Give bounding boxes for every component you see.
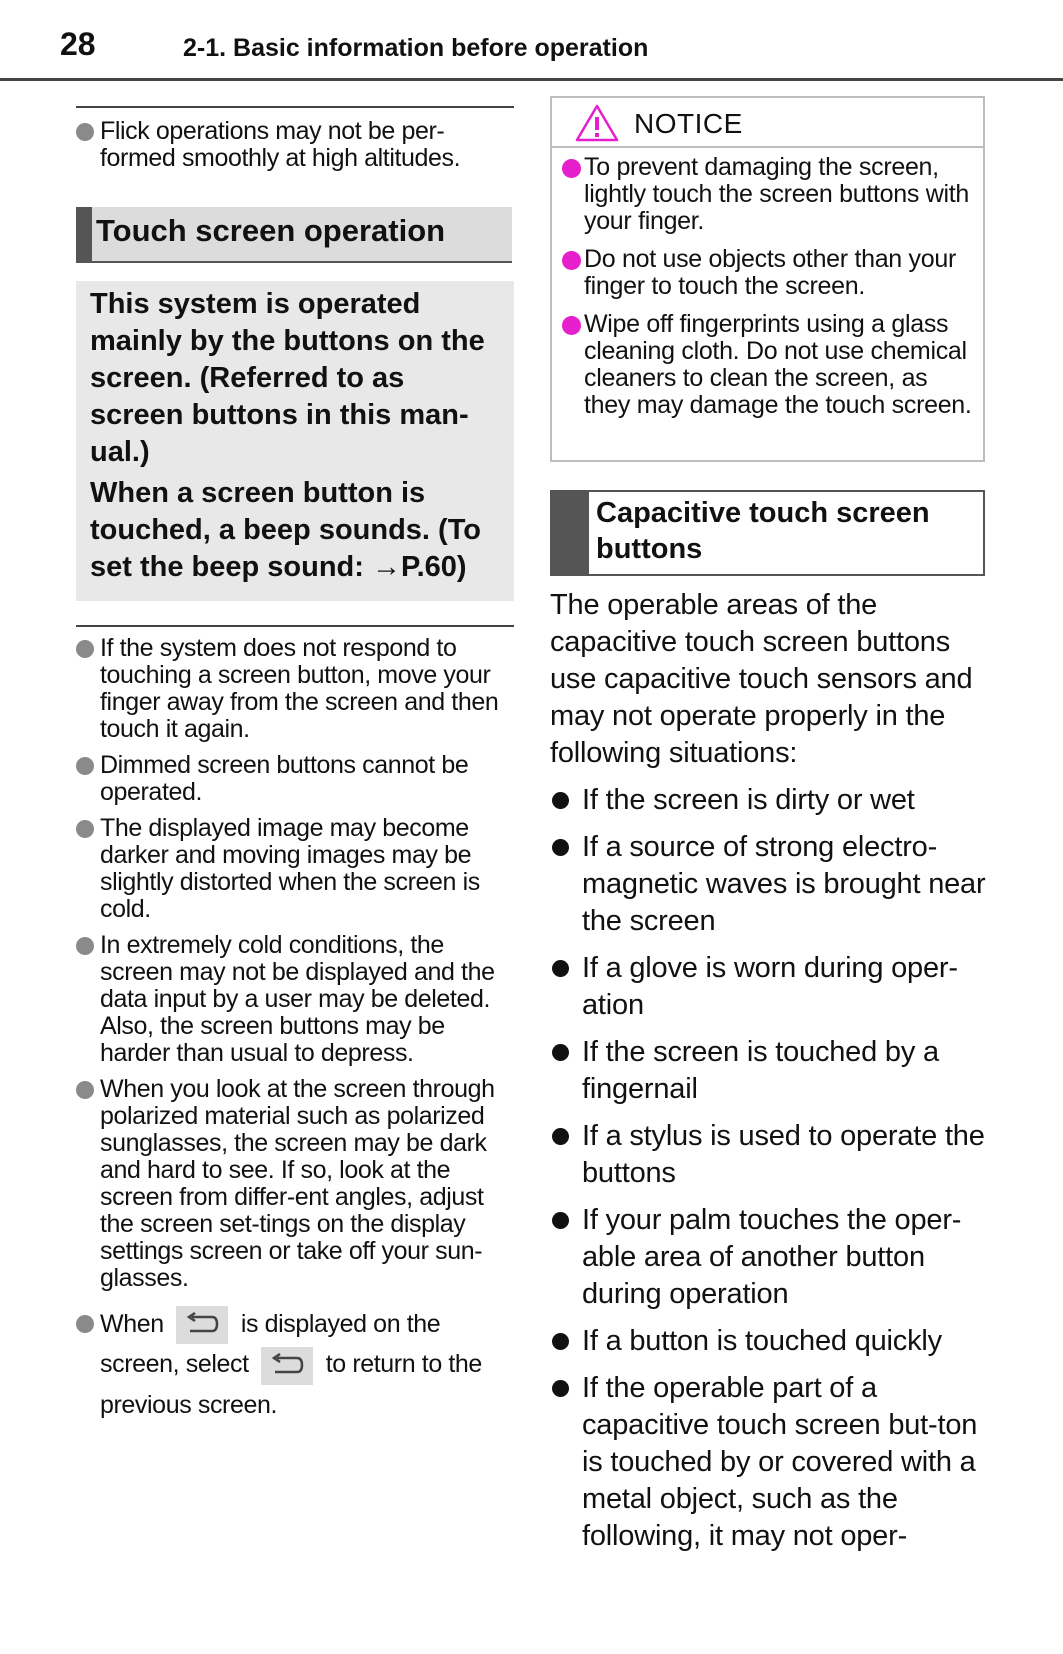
note-text: Dimmed screen buttons cannot be operated. xyxy=(100,751,469,806)
notice-header xyxy=(552,98,983,148)
back-arrow-icon xyxy=(261,1347,313,1385)
note-text: The displayed image may become darker and moving images may be slightly distorted when the screen is cold. xyxy=(100,814,480,923)
page-header xyxy=(0,0,1063,81)
list-item xyxy=(76,752,514,806)
list-item xyxy=(76,118,514,172)
bullet-icon xyxy=(552,1333,569,1350)
list-item xyxy=(550,1323,988,1360)
list-item xyxy=(76,635,514,743)
divider xyxy=(76,625,514,627)
heading-text: Capacitive touch screen buttons xyxy=(596,497,930,565)
note-text: If the system does not respond to touching a screen button, move your finger away from the screen and then touch it again. xyxy=(100,634,499,743)
bullet-icon xyxy=(552,792,569,809)
intro-paragraph-1: This system is operated mainly by the buttons on the screen. (Referred to as screen buttons in this man-ual.) xyxy=(90,288,485,468)
divider xyxy=(76,106,514,108)
note-text: When you look at the screen through polarized material such as polarized sunglasses, the screen may be dark and hard to see. If so, look at the screen from differ-ent angles, adjust the screen set-tings on the display settings screen or take off your sun-glasses. xyxy=(100,1075,495,1292)
situation-text: If your palm touches the oper-able area of another button during operation xyxy=(582,1204,962,1310)
situation-text: If the screen is dirty or wet xyxy=(582,784,915,816)
situation-text: If the operable part of a capacitive touch screen but-ton is touched by or covered with a metal object, such as the following, it may not oper- xyxy=(582,1372,978,1552)
capacitive-heading xyxy=(550,490,985,576)
list-item xyxy=(76,815,514,923)
note-text: In extremely cold conditions, the screen may not be displayed and the data input by a user may be deleted. Also, the screen buttons may be harder than usual to depress. xyxy=(100,931,495,1067)
notice-box xyxy=(550,96,985,462)
bullet-icon xyxy=(552,1380,569,1397)
back-arrow-icon xyxy=(176,1306,228,1344)
bullet-icon xyxy=(552,1212,569,1229)
bullet-icon xyxy=(552,1128,569,1145)
top-note-block xyxy=(76,106,514,181)
list-item xyxy=(550,782,988,819)
list-item xyxy=(550,1034,988,1108)
bullet-icon xyxy=(76,640,94,658)
notice-text: To prevent damaging the screen, lightly touch the screen buttons with your finger. xyxy=(584,153,969,235)
notes-list xyxy=(76,625,514,1434)
section-title: 2-1. Basic information before operation xyxy=(183,34,649,62)
list-item xyxy=(76,932,514,1067)
notice-list xyxy=(554,154,974,430)
bullet-icon xyxy=(76,1081,94,1099)
bullet-icon xyxy=(76,820,94,838)
list-item xyxy=(550,1118,988,1192)
bullet-icon xyxy=(562,251,581,270)
notice-text: Do not use objects other than your finger to touch the screen. xyxy=(584,245,956,300)
capacitive-body xyxy=(550,587,988,1565)
list-item xyxy=(554,311,974,419)
note-text: screen, select xyxy=(100,1350,249,1379)
list-item xyxy=(76,1076,514,1292)
list-item xyxy=(550,1370,988,1555)
note-text: Flick operations may not be per-formed smoothly at high altitudes. xyxy=(100,117,461,172)
intro-box xyxy=(76,281,514,601)
bullet-icon xyxy=(76,937,94,955)
page-number: 28 xyxy=(60,26,96,62)
note-text: is displayed on the xyxy=(240,1310,441,1338)
intro-paragraph-2: When a screen button is touched, a beep sounds. (To set the beep sound: →P.60) xyxy=(90,477,481,583)
warning-triangle-icon xyxy=(574,103,620,143)
bullet-icon xyxy=(552,839,569,856)
note-text: When xyxy=(100,1310,164,1338)
situation-text: If a glove is worn during oper-ation xyxy=(582,952,958,1021)
list-item xyxy=(550,950,988,1024)
bullet-icon xyxy=(562,316,581,335)
situation-text: If the screen is touched by a fingernail xyxy=(582,1036,939,1105)
situation-text: If a button is touched quickly xyxy=(582,1325,942,1357)
bullet-icon xyxy=(76,1315,94,1333)
touch-screen-heading xyxy=(76,207,512,263)
notice-text: Wipe off fingerprints using a glass cleaning cloth. Do not use chemical cleaners to clean the screen, as they may damage the touch screen. xyxy=(584,310,972,419)
bullet-icon xyxy=(562,159,581,178)
list-item xyxy=(550,829,988,940)
list-item xyxy=(554,246,974,300)
notice-title: NOTICE xyxy=(634,108,743,139)
list-item xyxy=(554,154,974,235)
bullet-icon xyxy=(76,757,94,775)
bullet-icon xyxy=(552,1044,569,1061)
note-text: to return to the previous screen. xyxy=(100,1350,482,1419)
heading-accent xyxy=(552,492,589,574)
list-item xyxy=(76,1304,514,1425)
heading-text: Touch screen operation xyxy=(96,213,446,248)
bullet-icon xyxy=(552,960,569,977)
list-item xyxy=(550,1202,988,1313)
situation-text: If a source of strong electro-magnetic waves is brought near the screen xyxy=(582,831,986,937)
situation-text: If a stylus is used to operate the buttons xyxy=(582,1120,985,1189)
heading-accent xyxy=(76,207,92,263)
capacitive-intro: The operable areas of the capacitive touch screen buttons use capacitive touch sensors and may not operate properly in the following situations: xyxy=(550,589,973,769)
bullet-icon xyxy=(76,123,94,141)
